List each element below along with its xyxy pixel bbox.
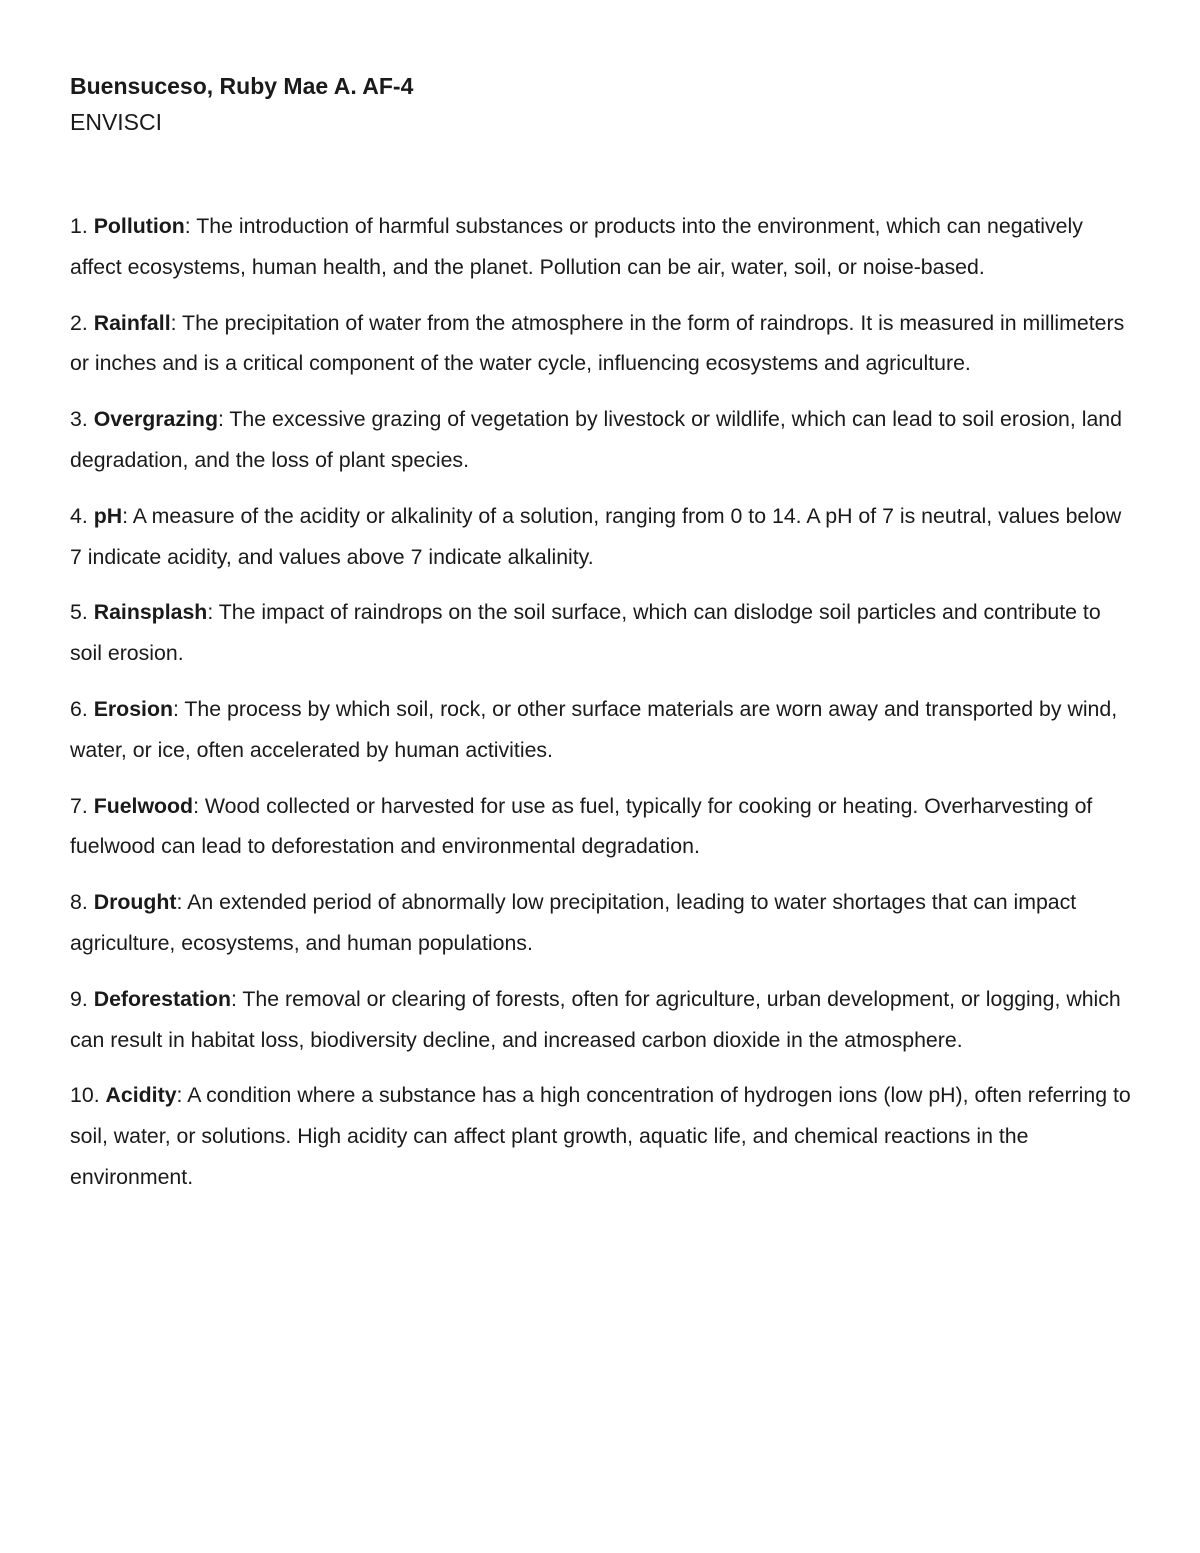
item-number: 7. — [70, 793, 94, 818]
item-term: Drought — [93, 890, 177, 915]
item-text: : A condition where a substance has a high concentration of hydrogen ions (low pH), often referring to soil, water, or solutions. High acidity can affect plant growth, aquatic life, and chemical reactions in the environment. — [70, 1083, 1131, 1189]
item-number: 3. — [70, 407, 94, 432]
item-text: : A measure of the acidity or alkalinity of a solution, ranging from 0 to 14. A pH of 7 is neutral, values below 7 indicate acidity, and values above 7 indicate alkalinity. — [70, 503, 1122, 569]
item-term: Fuelwood — [93, 793, 194, 818]
course-code: ENVISCI — [70, 109, 163, 135]
item-text: : The removal or clearing of forests, often for agriculture, urban development, or logging, which can result in habitat loss, biodiversity decline, and increased carbon dioxide in the atmosphere. — [70, 986, 1121, 1052]
definition-item — [70, 882, 1132, 964]
item-number: 1. — [70, 214, 94, 238]
definitions-list — [70, 206, 1132, 1198]
item-text: : The excessive grazing of vegetation by livestock or wildlife, which can lead to soil erosion, land degradation, and the loss of plant species. — [70, 407, 1122, 472]
definition-item — [70, 206, 1132, 288]
document-page — [70, 68, 1132, 1213]
item-number: 4. — [70, 503, 94, 528]
item-term: Overgrazing — [93, 407, 218, 432]
student-name-line: Buensuceso, Ruby Mae A. AF-4 — [70, 73, 414, 99]
definition-item — [70, 1075, 1132, 1197]
item-number: 8. — [70, 890, 94, 915]
definition-item — [70, 979, 1132, 1061]
definition-item — [70, 496, 1132, 578]
item-term: Rainsplash — [93, 600, 208, 625]
item-number: 6. — [70, 696, 94, 721]
definition-item — [70, 592, 1132, 674]
item-text: : Wood collected or harvested for use as fuel, typically for cooking or heating. Overharvesting of fuelwood can lead to deforestation and environmental degradation. — [70, 793, 1093, 859]
item-term: Erosion — [93, 696, 173, 721]
item-term: pH — [93, 503, 123, 528]
item-term: Deforestation — [93, 986, 231, 1011]
definition-item — [70, 689, 1132, 771]
item-term: Rainfall — [93, 310, 171, 335]
item-text: : The introduction of harmful substances or products into the environment, which can negatively affect ecosystems, human health, and the planet. Pollution can be air, water, soil, or noise-based. — [70, 214, 1083, 279]
item-text: : The precipitation of water from the atmosphere in the form of raindrops. It is measured in millimeters or inches and is a critical component of the water cycle, influencing ecosystems and agriculture. — [70, 310, 1125, 376]
definition-item — [70, 399, 1132, 481]
item-term: Pollution — [93, 214, 185, 238]
definition-item — [70, 303, 1132, 385]
item-term: Acidity — [105, 1083, 177, 1108]
item-text: : The impact of raindrops on the soil surface, which can dislodge soil particles and contribute to soil erosion. — [70, 600, 1101, 666]
item-number: 10. — [70, 1083, 106, 1108]
item-text: : An extended period of abnormally low precipitation, leading to water shortages that can impact agriculture, ecosystems, and human populations. — [70, 890, 1077, 955]
item-text: : The process by which soil, rock, or other surface materials are worn away and transported by wind, water, or ice, often accelerated by human activities. — [70, 696, 1118, 762]
item-number: 2. — [70, 310, 94, 335]
item-number: 9. — [70, 986, 94, 1011]
item-number: 5. — [70, 600, 94, 625]
definition-item — [70, 786, 1132, 868]
